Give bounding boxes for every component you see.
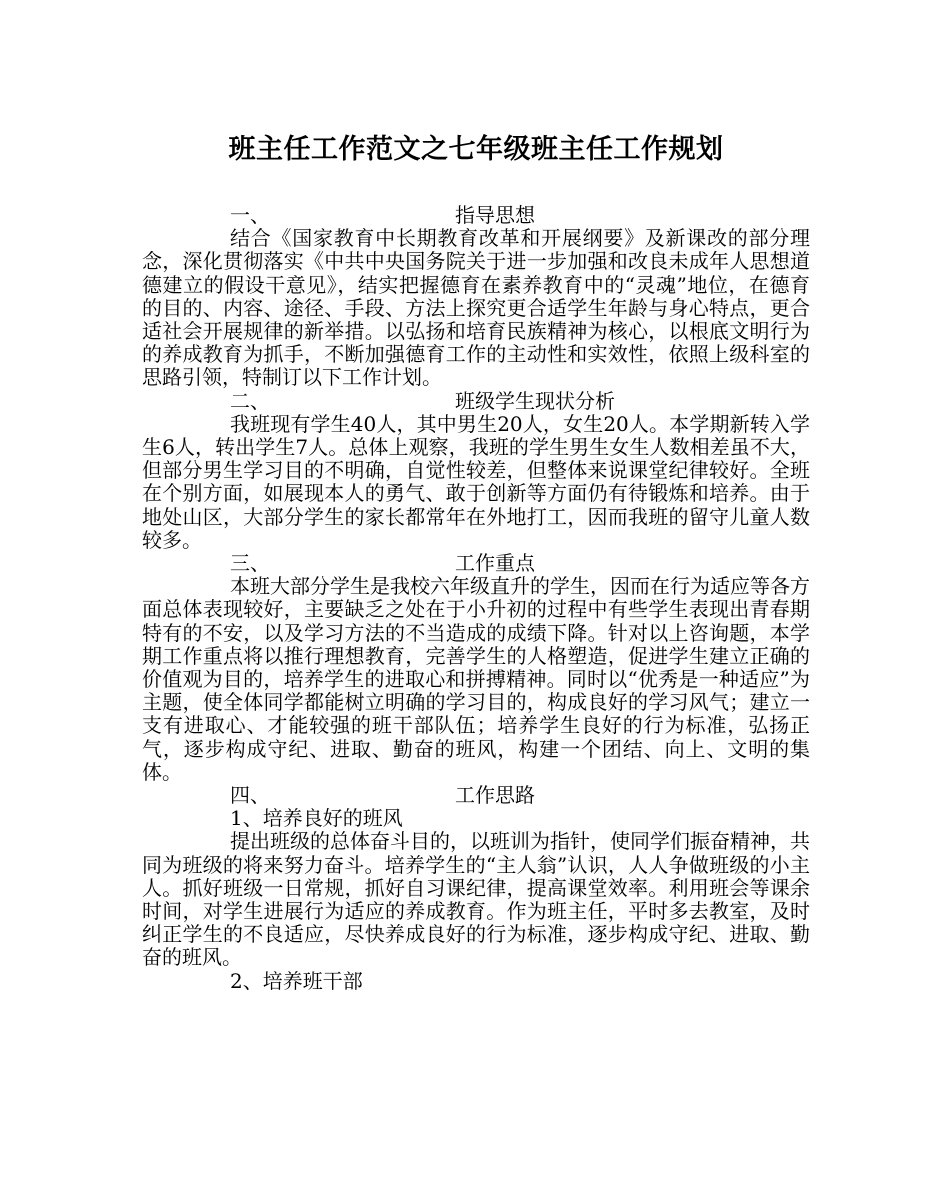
section-heading-3 bbox=[142, 552, 810, 575]
paragraph: 结合《国家教育中长期教育改革和开展纲要》及新课改的部分理念，深化贯彻落实《中共中央国务院关于进一步加强和改良未成年人思想道德建立的假设干意见》，结实把握德育在素养教育中的“灵魂”地位，在德育的目的、内容、途径、手段、方法上探究更合适学生年龄与身心特点，更合适社会开展规律的新举措。以弘扬和培育民族精神为核心，以根底文明行为的养成教育为抓手，不断加强德育工作的主动性和实效性，依照上级科室的思路引领，特制订以下工作计划。 bbox=[142, 226, 810, 390]
paragraph: 我班现有学生40人，其中男生20人，女生20人。本学期新转入学生6人，转出学生7人。总体上观察，我班的学生男生女生人数相差虽不大，但部分男生学习目的不明确，自觉性较差，但整体来说课堂纪律较好。全班在个别方面，如展现本人的勇气、敢于创新等方面仍有待锻炼和培养。由于地处山区，大部分学生的家长都常年在外地打工，因而我班的留守儿童人数较多。 bbox=[142, 411, 810, 552]
section-title: 工作重点 bbox=[455, 551, 535, 576]
subsection-heading: 2、培养班干部 bbox=[230, 968, 363, 993]
document-title: 班主任工作范文之七年级班主任工作规划 bbox=[228, 134, 724, 165]
section-heading-2 bbox=[142, 390, 810, 413]
section-title: 工作思路 bbox=[455, 783, 535, 808]
section-heading-4 bbox=[142, 784, 810, 807]
document-body bbox=[142, 204, 810, 993]
section-heading-1 bbox=[142, 204, 810, 227]
section-title: 指导思想 bbox=[455, 203, 535, 227]
document-page bbox=[142, 130, 810, 993]
paragraph: 本班大部分学生是我校六年级直升的学生，因而在行为适应等各方面总体表现较好，主要缺乏之处在于小升初的过程中有些学生表现出青春期特有的不安，以及学习方法的不当造成的成绩下降。针对以上咨询题，本学期工作重点将以推行理想教育，完善学生的人格塑造，促进学生建立正确的价值观为目的，培养学生的进取心和拼搏精神。同时以“优秀是一种适应”为主题，使全体同学都能树立明确的学习目的，构成良好的学习风气；建立一支有进取心、才能较强的班干部队伍；培养学生良好的行为标准，弘扬正气，逐步构成守纪、进取、勤奋的班风，构建一个团结、向上、文明的集体。 bbox=[142, 574, 810, 784]
paragraph: 提出班级的总体奋斗目的，以班训为指针，使同学们振奋精神，共同为班级的将来努力奋斗。培养学生的“主人翁”认识，人人争做班级的小主人。抓好班级一日常规，抓好自习课纪律，提高课堂效率。利用班会等课余时间，对学生进展行为适应的养成教育。作为班主任，平时多去教室，及时纠正学生的不良适应，尽快养成良好的行为标准，逐步构成守纪、进取、勤奋的班风。 bbox=[142, 829, 810, 970]
section-number: 一、 bbox=[230, 203, 270, 227]
section-title: 班级学生现状分析 bbox=[455, 388, 615, 413]
subsection-heading: 1、培养良好的班风 bbox=[230, 806, 403, 831]
section-number: 四、 bbox=[230, 783, 270, 808]
section-number: 二、 bbox=[230, 388, 270, 413]
section-number: 三、 bbox=[230, 551, 270, 576]
